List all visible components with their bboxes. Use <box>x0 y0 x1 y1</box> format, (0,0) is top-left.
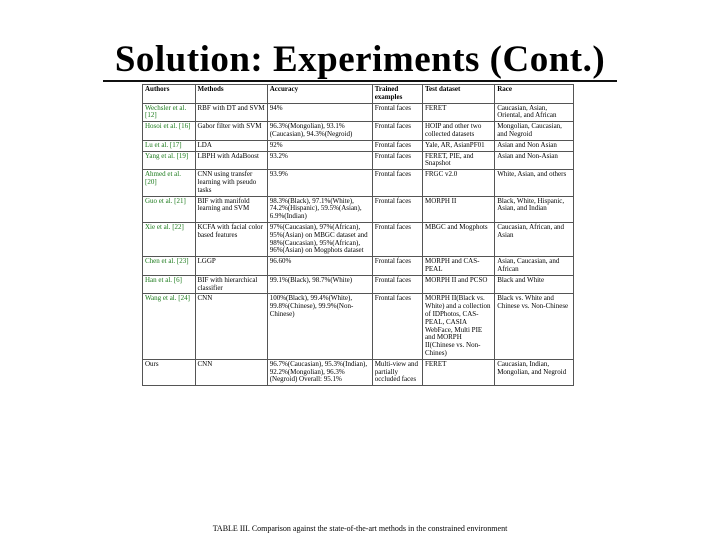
header-authors: Authors <box>143 85 196 104</box>
cell-methods: CNN <box>195 359 267 385</box>
cell-test-dataset: FERET <box>423 359 495 385</box>
cell-accuracy: 96.3%(Mongolian), 93.1%(Caucasian), 94.3%(Negroid) <box>267 122 372 141</box>
cell-race: White, Asian, and others <box>495 170 574 196</box>
cell-methods: BIF with manifold learning and SVM <box>195 196 267 222</box>
cell-race: Black and White <box>495 275 574 294</box>
cell-authors: Guo et al. [21] <box>143 196 196 222</box>
cell-accuracy: 96.60% <box>267 257 372 276</box>
cell-accuracy: 99.1%(Black), 98.7%(White) <box>267 275 372 294</box>
cell-race: Asian and Non Asian <box>495 140 574 151</box>
cell-race: Mongolian, Caucasian, and Negroid <box>495 122 574 141</box>
cell-authors: Lu et al. [17] <box>143 140 196 151</box>
cell-accuracy: 93.2% <box>267 151 372 170</box>
table-row <box>143 196 574 222</box>
cell-race: Caucasian, African, and Asian <box>495 222 574 256</box>
cell-race: Asian and Non-Asian <box>495 151 574 170</box>
title-underline <box>103 80 617 82</box>
cell-methods: BIF with hierarchical classifier <box>195 275 267 294</box>
cell-trained-examples: Frontal faces <box>372 196 422 222</box>
cell-accuracy: 93.9% <box>267 170 372 196</box>
cell-trained-examples: Frontal faces <box>372 140 422 151</box>
cell-trained-examples: Frontal faces <box>372 294 422 359</box>
cell-trained-examples: Multi-view and partially occluded faces <box>372 359 422 385</box>
cell-trained-examples: Frontal faces <box>372 170 422 196</box>
cell-methods: CNN <box>195 294 267 359</box>
cell-authors: Yang et al. [19] <box>143 151 196 170</box>
cell-methods: LDA <box>195 140 267 151</box>
cell-test-dataset: MBGC and Mogphots <box>423 222 495 256</box>
cell-test-dataset: FRGC v2.0 <box>423 170 495 196</box>
cell-trained-examples: Frontal faces <box>372 122 422 141</box>
table-caption: TABLE III. Comparison against the state-of-the-art methods in the constrained environment <box>212 524 508 533</box>
table-row <box>143 103 574 122</box>
comparison-table-container <box>142 84 574 386</box>
cell-methods: RBF with DT and SVM <box>195 103 267 122</box>
cell-trained-examples: Frontal faces <box>372 222 422 256</box>
header-test-dataset: Test dataset <box>423 85 495 104</box>
cell-race: Black vs. White and Chinese vs. Non-Chinese <box>495 294 574 359</box>
table-row <box>143 359 574 385</box>
header-trained-examples: Trained examples <box>372 85 422 104</box>
cell-accuracy: 92% <box>267 140 372 151</box>
table-row <box>143 275 574 294</box>
cell-authors: Xie et al. [22] <box>143 222 196 256</box>
cell-race: Caucasian, Indian, Mongolian, and Negroid <box>495 359 574 385</box>
cell-authors: Ours <box>143 359 196 385</box>
cell-methods: Gabor filter with SVM <box>195 122 267 141</box>
cell-trained-examples: Frontal faces <box>372 257 422 276</box>
cell-trained-examples: Frontal faces <box>372 151 422 170</box>
comparison-table <box>142 84 574 386</box>
table-row <box>143 257 574 276</box>
cell-accuracy: 100%(Black), 99.4%(White), 99.8%(Chinese), 99.9%(Non-Chinese) <box>267 294 372 359</box>
cell-methods: KCFA with facial color based features <box>195 222 267 256</box>
table-row <box>143 294 574 359</box>
cell-authors: Hosoi et al. [16] <box>143 122 196 141</box>
cell-test-dataset: MORPH II and PCSO <box>423 275 495 294</box>
cell-test-dataset: MORPH and CAS-PEAL <box>423 257 495 276</box>
cell-race: Black, White, Hispanic, Asian, and Indian <box>495 196 574 222</box>
cell-race: Caucasian, Asian, Oriental, and African <box>495 103 574 122</box>
cell-authors: Han et al. [6] <box>143 275 196 294</box>
cell-test-dataset: FERET <box>423 103 495 122</box>
cell-accuracy: 96.7%(Caucasian), 95.3%(Indian), 92.2%(Mongolian), 96.3%(Negroid) Overall: 95.1% <box>267 359 372 385</box>
cell-trained-examples: Frontal faces <box>372 103 422 122</box>
header-accuracy: Accuracy <box>267 85 372 104</box>
table-row <box>143 151 574 170</box>
cell-test-dataset: MORPH II(Black vs. White) and a collection of IDPhotos, CAS-PEAL, CASIA WebFace, Multi PIE and MORPH II(Chinese vs. Non-Chines) <box>423 294 495 359</box>
table-header-row <box>143 85 574 104</box>
table-body <box>143 103 574 386</box>
header-methods: Methods <box>195 85 267 104</box>
cell-authors: Wang et al. [24] <box>143 294 196 359</box>
cell-test-dataset: HOIP and other two collected datasets <box>423 122 495 141</box>
cell-test-dataset: Yale, AR, AsianPF01 <box>423 140 495 151</box>
header-race: Race <box>495 85 574 104</box>
slide-title: Solution: Experiments (Cont.) <box>114 39 606 80</box>
table-row <box>143 222 574 256</box>
cell-accuracy: 97%(Caucasian), 97%(African), 95%(Asian) on MBGC dataset and 98%(Caucasian), 95%(African), 96%(Asian) on Mogphots dataset <box>267 222 372 256</box>
cell-accuracy: 94% <box>267 103 372 122</box>
table-row <box>143 140 574 151</box>
cell-race: Asian, Caucasian, and African <box>495 257 574 276</box>
cell-accuracy: 98.3%(Black), 97.1%(White), 74.2%(Hispanic), 59.5%(Asian), 6.9%(Indian) <box>267 196 372 222</box>
cell-trained-examples: Frontal faces <box>372 275 422 294</box>
cell-test-dataset: FERET, PIE, and Snapshot <box>423 151 495 170</box>
cell-authors: Chen et al. [23] <box>143 257 196 276</box>
cell-authors: Ahmed et al. [20] <box>143 170 196 196</box>
cell-authors: Wechsler et al. [12] <box>143 103 196 122</box>
cell-methods: LGGP <box>195 257 267 276</box>
cell-test-dataset: MORPH II <box>423 196 495 222</box>
table-row <box>143 122 574 141</box>
cell-methods: CNN using transfer learning with pseudo tasks <box>195 170 267 196</box>
cell-methods: LBPH with AdaBoost <box>195 151 267 170</box>
table-row <box>143 170 574 196</box>
